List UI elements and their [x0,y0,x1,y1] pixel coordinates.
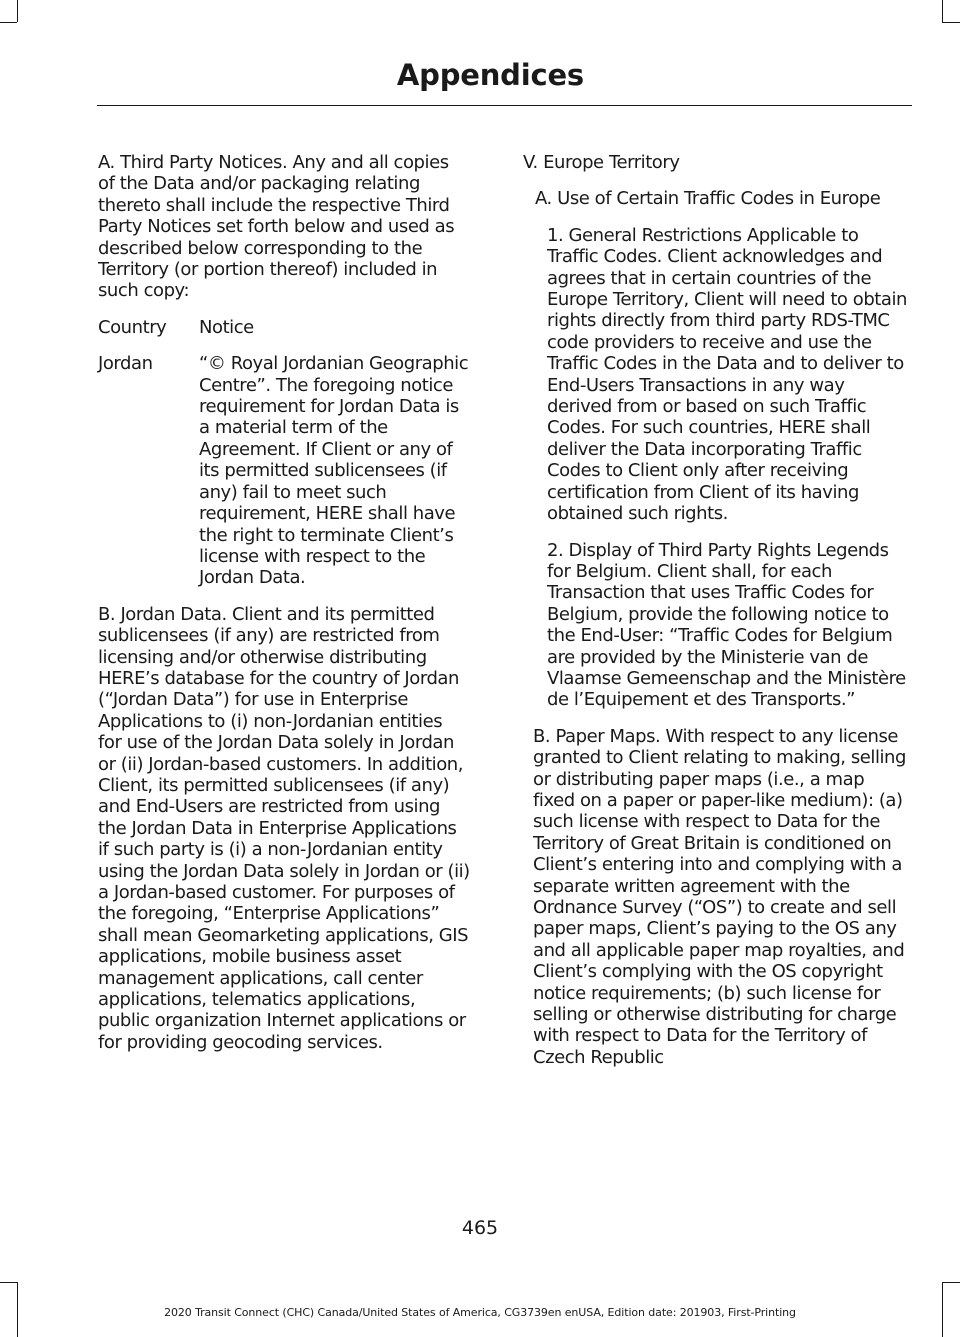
right-column [523,152,907,1083]
table-cell-country: Jordan [98,353,153,375]
table-header-notice: Notice [199,316,254,338]
paragraph-general-restrictions: 1. General Restrictions Applicable to Traffic Codes. Client acknowledges and agrees that in certain countries of the Europe Territory, Client will need to obtain rights directly from third party RDS-TMC code providers to receive and use the Traffic Codes in the Data and to deliver to End-Users Transactions in any way derived from or based on such Traffic Codes. For such countries, HERE shall deliver the Data incorporating Traffic Codes to Client only after receiving certification from Client of its having obtained such rights. [547,224,907,525]
crop-mark-top-right [942,0,943,22]
page-number: 465 [461,1217,499,1239]
page-title: Appendices [396,58,584,92]
paragraph-jordan-data: B. Jordan Data. Client and its permitted sublicensees (if any) are restricted from licensing and/or otherwise distributing HERE’s database for the country of Jordan (“Jordan Data”) for use in Enterprise Applications to (i) non-Jordanian entities for use of the Jordan Data solely in Jordan or (ii) Jordan-based customers. In addition, Client, its permitted sublicensees (if any) and End-Users are restricted from using the Jordan Data in Enterprise Applications if such party is (i) a non-Jordanian entity using the Jordan Data solely in Jordan or (ii) a Jordan-based customer. For purposes of the foregoing, “Enterprise Applications” shall mean Geomarketing applications, GIS applications, mobile business asset management applications, call center applications, telematics applications, public organization Internet applications or for providing geocoding services. [98,603,470,1053]
crop-mark-bottom-right-h [942,1282,960,1283]
crop-mark-top-right-h [942,22,960,23]
heading-europe-territory: V. Europe Territory [523,152,680,173]
header-rule [97,105,912,106]
notice-table [98,317,470,589]
table-cell-notice: “© Royal Jordanian Geographic Centre”. The foregoing notice requirement for Jordan Data is a material term of the Agreement. If Client or any of its permitted sublicensees (if any) fail to meet such requirement, HERE shall have the right to terminate Client’s license with respect to the Jordan Data. [199,353,469,589]
footer-edition-info: 2020 Transit Connect (CHC) Canada/United States of America, CG3739en enUSA, Edition date: 201903, First-Printing [164,1306,796,1319]
heading-traffic-codes: A. Use of Certain Traffic Codes in Europe [535,188,881,210]
crop-mark-bottom-left-h [0,1282,17,1283]
crop-mark-top-left-h [0,22,17,23]
paragraph-belgium-legends: 2. Display of Third Party Rights Legends for Belgium. Client shall, for each Transaction that uses Traffic Codes for Belgium, provide the following notice to the End-User: “Traffic Codes for Belgium are provided by the Ministerie van de Vlaamse Gemeenschap and the Ministère de l’Equipement et des Transports.” [547,539,906,711]
crop-mark-top-left [17,0,18,22]
left-column [98,152,470,1068]
table-header-country: Country [98,316,167,338]
paragraph-third-party-notices: A. Third Party Notices. Any and all copies of the Data and/or packaging relating thereto shall include the respective Third Party Notices set forth below and used as described below corresponding to the Territory (or portion thereof) included in such copy: [98,152,455,302]
paragraph-paper-maps: B. Paper Maps. With respect to any license granted to Client relating to making, selling or distributing paper maps (i.e., a map fixed on a paper or paper-like medium): (a) such license with respect to Data for the Territory of Great Britain is conditioned on Client’s entering into and complying with a separate written agreement with the Ordnance Survey (“OS”) to create and sell paper maps, Client’s paying to the OS any and all applicable paper map royalties, and Client’s complying with the OS copyright notice requirements; (b) such license for selling or otherwise distributing for charge with respect to Data for the Territory of Czech Republic [533,725,906,1068]
